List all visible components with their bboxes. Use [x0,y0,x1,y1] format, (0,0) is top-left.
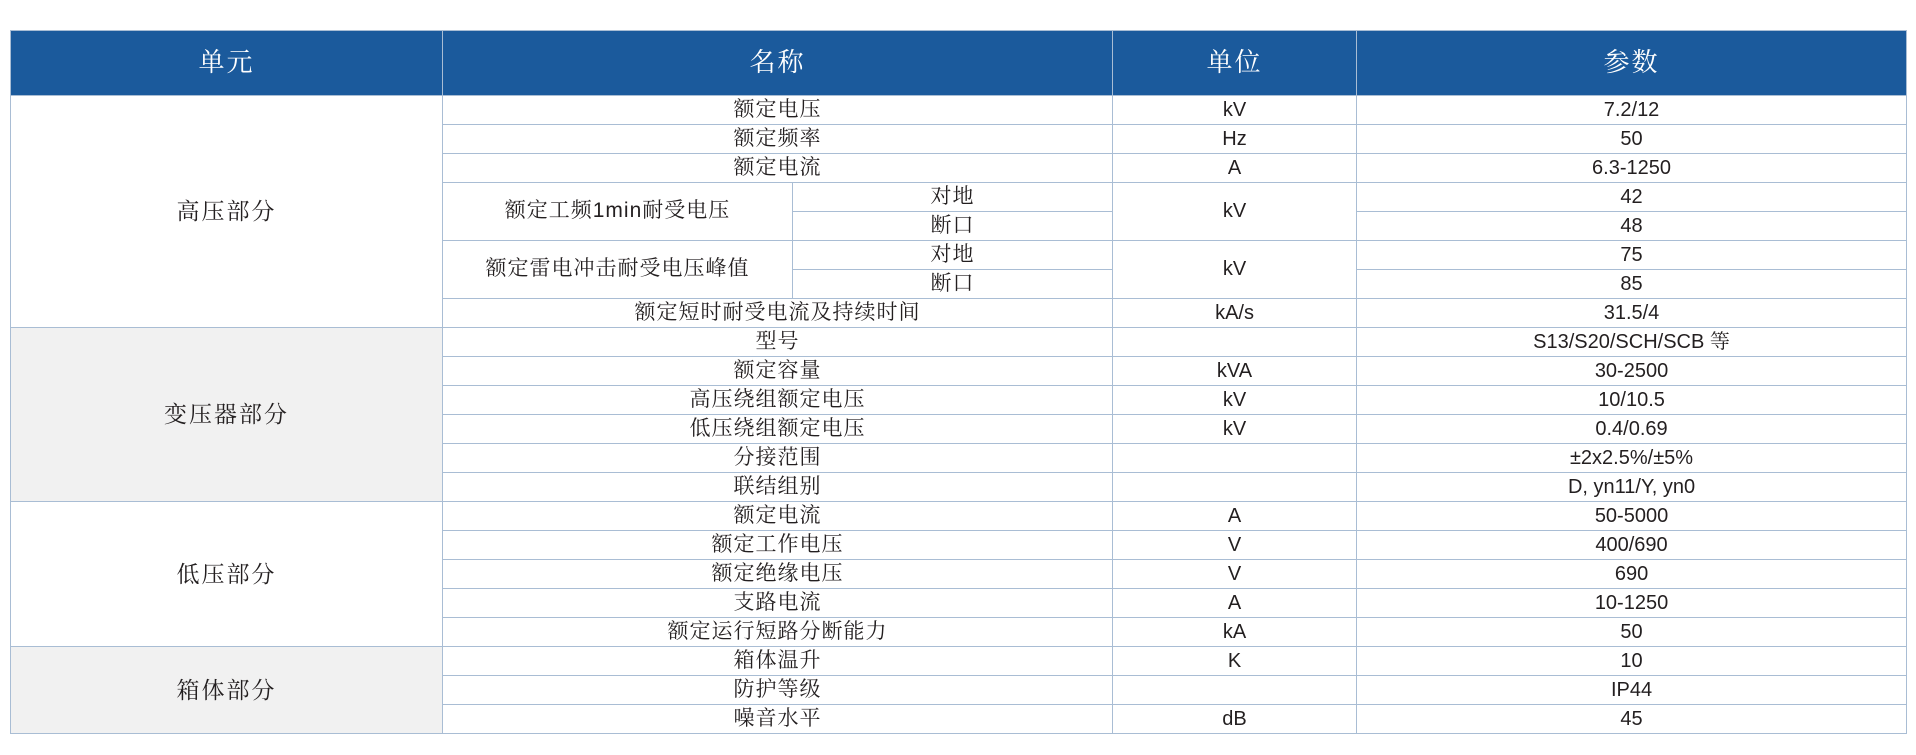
unit-value-cell: kA/s [1113,299,1357,328]
unit-value-cell [1113,676,1357,705]
header-cell-measure-unit: 单位 [1113,31,1357,96]
name-cell: 低压绕组额定电压 [443,415,1113,444]
param-cell: 6.3-1250 [1357,154,1907,183]
name-cell: 分接范围 [443,444,1113,473]
param-cell: 45 [1357,705,1907,734]
header-cell-name: 名称 [443,31,1113,96]
param-cell: IP44 [1357,676,1907,705]
unit-value-cell: kV [1113,96,1357,125]
name-cell: 高压绕组额定电压 [443,386,1113,415]
param-cell: 10-1250 [1357,589,1907,618]
name-cell: 联结组别 [443,473,1113,502]
table-body [11,96,1907,734]
name-cell: 额定电流 [443,154,1113,183]
name-cell: 噪音水平 [443,705,1113,734]
spec-table-container [10,30,1906,734]
name-cell: 额定雷电冲击耐受电压峰值 [443,241,793,299]
specification-table [10,30,1907,734]
unit-value-cell [1113,328,1357,357]
param-cell: 30-2500 [1357,357,1907,386]
unit-value-cell: A [1113,502,1357,531]
unit-value-cell: A [1113,589,1357,618]
param-cell: 690 [1357,560,1907,589]
unit-value-cell: V [1113,531,1357,560]
sub-name-cell: 断口 [793,212,1113,241]
name-cell: 额定电压 [443,96,1113,125]
unit-value-cell: dB [1113,705,1357,734]
param-cell: 400/690 [1357,531,1907,560]
name-cell: 额定频率 [443,125,1113,154]
param-cell: 10/10.5 [1357,386,1907,415]
param-cell: 42 [1357,183,1907,212]
unit-cell-lv: 低压部分 [11,502,443,647]
unit-cell-enclosure: 箱体部分 [11,647,443,734]
unit-cell-hv: 高压部分 [11,96,443,328]
header-row [11,31,1907,96]
name-cell: 额定容量 [443,357,1113,386]
unit-value-cell: kVA [1113,357,1357,386]
unit-value-cell: kV [1113,183,1357,241]
unit-value-cell: V [1113,560,1357,589]
unit-value-cell: Hz [1113,125,1357,154]
name-cell: 额定电流 [443,502,1113,531]
sub-name-cell: 断口 [793,270,1113,299]
param-cell: 31.5/4 [1357,299,1907,328]
table-row [11,96,1907,125]
param-cell: S13/S20/SCH/SCB 等 [1357,328,1907,357]
unit-cell-transformer: 变压器部分 [11,328,443,502]
param-cell: 85 [1357,270,1907,299]
param-cell: ±2x2.5%/±5% [1357,444,1907,473]
param-cell: 75 [1357,241,1907,270]
table-header [11,31,1907,96]
param-cell: 7.2/12 [1357,96,1907,125]
name-cell: 箱体温升 [443,647,1113,676]
header-cell-parameter: 参数 [1357,31,1907,96]
name-cell: 额定工频1min耐受电压 [443,183,793,241]
param-cell: 50 [1357,618,1907,647]
unit-value-cell: kV [1113,241,1357,299]
name-cell: 支路电流 [443,589,1113,618]
param-cell: D, yn11/Y, yn0 [1357,473,1907,502]
table-row [11,328,1907,357]
table-row [11,502,1907,531]
param-cell: 0.4/0.69 [1357,415,1907,444]
unit-value-cell: kV [1113,386,1357,415]
unit-value-cell: kA [1113,618,1357,647]
param-cell: 50-5000 [1357,502,1907,531]
param-cell: 50 [1357,125,1907,154]
unit-value-cell: A [1113,154,1357,183]
param-cell: 10 [1357,647,1907,676]
unit-value-cell [1113,444,1357,473]
param-cell: 48 [1357,212,1907,241]
name-cell: 额定绝缘电压 [443,560,1113,589]
name-cell: 额定运行短路分断能力 [443,618,1113,647]
name-cell: 型号 [443,328,1113,357]
name-cell: 额定工作电压 [443,531,1113,560]
unit-value-cell: kV [1113,415,1357,444]
header-cell-unit: 单元 [11,31,443,96]
name-cell: 防护等级 [443,676,1113,705]
name-cell: 额定短时耐受电流及持续时间 [443,299,1113,328]
table-row [11,647,1907,676]
sub-name-cell: 对地 [793,183,1113,212]
unit-value-cell: K [1113,647,1357,676]
sub-name-cell: 对地 [793,241,1113,270]
unit-value-cell [1113,473,1357,502]
